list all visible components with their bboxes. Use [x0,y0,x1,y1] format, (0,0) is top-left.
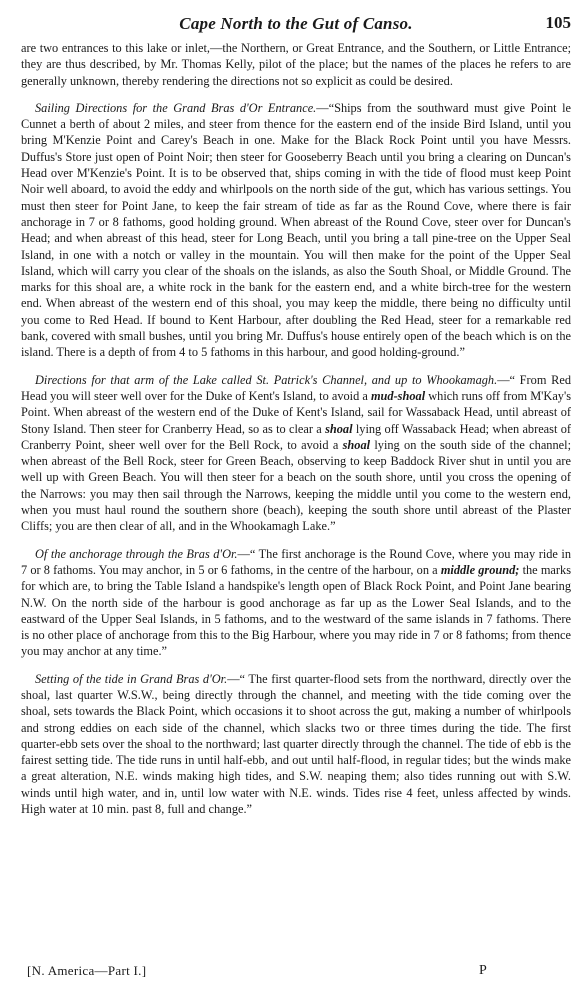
section-heading: Of the anchorage through the Bras d'Or. [35,546,238,561]
paragraph-text: are two entrances to this lake or inlet,—the Northern, or Great Entrance, and the Southern, or Little Entrance; they are thus described, by Mr. Thomas Kelly, pilot of the place; but the names of the places he refers to are generally unknown, thereby rendering the directions not so explicit as could be desired. [21,41,571,88]
section-heading: Directions for that arm of the Lake called St. Patrick's Channel, and up to Whookamagh. [35,372,498,387]
emphasis-term: shoal [342,437,371,452]
section-heading: Setting of the tide in Grand Bras d'Or. [35,671,228,686]
paragraph-text: lying on the south side of the channel; when abreast of the Bell Rock, steer for Green Beach, observing to keep Baddock River shut in until you are well up with Green Beach. You will then steer for a beach on the south shore, until you cross the opening of the Narrows: you may then sail through the Narrows, keeping the middle until you come to the western end, when you must haul round the southern shore (beach), keeping the south shore until abreast of the Plaster Cliffs; you are then clear of all, and in the Whookamagh Lake.” [21,437,571,534]
emphasis-term: middle ground; [440,562,520,577]
page-footer [27,963,571,983]
emphasis-term: shoal [325,421,353,436]
running-title: Cape North to the Gut of Canso. [179,14,413,33]
paragraph-text: —“ The first anchorage is the Round Cove, where you may ride in 7 or 8 fathoms. You may anchor, in 5 or 6 fathoms, in the centre of the harbour, on a [21,546,572,577]
paragraph-grand-bras-dor-entrance [21,100,571,361]
gathering-letter: P [479,963,487,978]
paragraph-anchorage [21,546,571,660]
paragraph-text: which runs off from M'Kay's Point. When abreast of the western end of the Duke of Kent's Island, sail for Wassaback Head, until abreast of Stony Island. Then steer for Cranberry Head, so as to clear a [21,388,571,436]
emphasis-term: mud-shoal [370,388,426,403]
running-head [21,10,571,38]
paragraph-setting-of-tide [21,671,571,818]
book-page [21,10,571,995]
paragraph-text: —“Ships from the southward must give Point le Cunnet a berth of about 2 miles, and steer from thence for the eastern end of the inside Bird Island, until you bring M'Kenzie Point and Carey's Beach in one. Make for the Black Rock Point until you have Messrs. Duffus's Store just open of Point Noir; then steer for Gooseberry Beach until you bring a clearing on Duncan's Head over M'Kenzie's Point. It is to be observed that, ships coming in with the tide of flood must keep Point Noir well aboard, to avoid the eddy and whirlpools on the north side of the gut, which has various settings. You must then steer for Point Jane, to keep the fair stream of tide as far as the Round Cove, where there is fair anchorage in 7 or 8 fathoms, good holding ground. When abreast of the Round Cove, steer over for Duncan's Head; and when abreast of this head, steer for Long Beach, until you bring a tall pine-tree on the Upper Seal Island, in one with a notch or valley in the mountain. You will then make for the point of the Upper Seal Island, which will carry you clear of the shoals on the islands, as also the South Shoal, or Middle Ground. The marks for this shoal are, a white rock in the bank for the eastern end, and a white birch-tree for the western end. When abreast of the western end of this shoal, you may keep the middle, there being no difficulty until you come to Red Head. If bound to Kent Harbour, after doubling the Red Head, steer for a remarkable red bank, covered with small bushes, until you bring Mr. Duffus's house entirely open of the beach which is on the island. There is a depth of from 4 to 5 fathoms in this harbour, and good holding-ground.” [21,100,571,360]
paragraph-text: lying off Wassaback Head; when abreast of Cranberry Point, sheer well over for the Bell Rock, to avoid a [21,421,571,452]
signature-mark: [N. America—Part I.] [27,963,147,978]
paragraph-text: —“ The first quarter-flood sets from the northward, directly over the shoal, last quarter W.S.W., being directly through the channel, and meeting with the tide coming over the shoal, sets towards the Black Point, which occasions it to shoot across the gut, making a number of whirlpools and strong eddies on each side of the channel, which slacks two or three times during the tide. The first quarter-ebb sets over the shoal to the northward; last quarter directly through the channel. The tide of ebb is the fairest setting tide. The tide runs in until half-ebb, and out until half-flood, in regular tides; but the winds make a great alteration, N.E. winds making high tides, and S.W. neaping them; also tides running out with S.W. winds until high water, and in, until low water with N.E. winds. Tides rise 4 feet, unless affected by winds. High water at 10 min. past 8, full and change.” [21,671,571,817]
body-text [21,40,571,817]
section-heading: Sailing Directions for the Grand Bras d'Or Entrance. [35,100,317,115]
page-number: 105 [545,13,571,32]
paragraph-text: the marks for which are, to bring the Table Island a handspike's length open of Black Rock Point, and Point Jane bearing N.W. On the north side of the harbour is good anchorage as far up as the Lower Seal Islands, and to the eastward of the Upper Seal Islands, in 5 fathoms, and to the westward of the same islands in 7 fathoms. There is no other place of anchorage from this to the Big Harbour, where you may ride in 7 or 8 fathoms; from thence you may anchor at any time.” [21,562,571,659]
paragraph-intro [21,40,571,89]
paragraph-text: —“ From Red Head you will steer well over for the Duke of Kent's Island, to avoid a [21,372,571,403]
paragraph-st-patricks-channel [21,372,571,535]
